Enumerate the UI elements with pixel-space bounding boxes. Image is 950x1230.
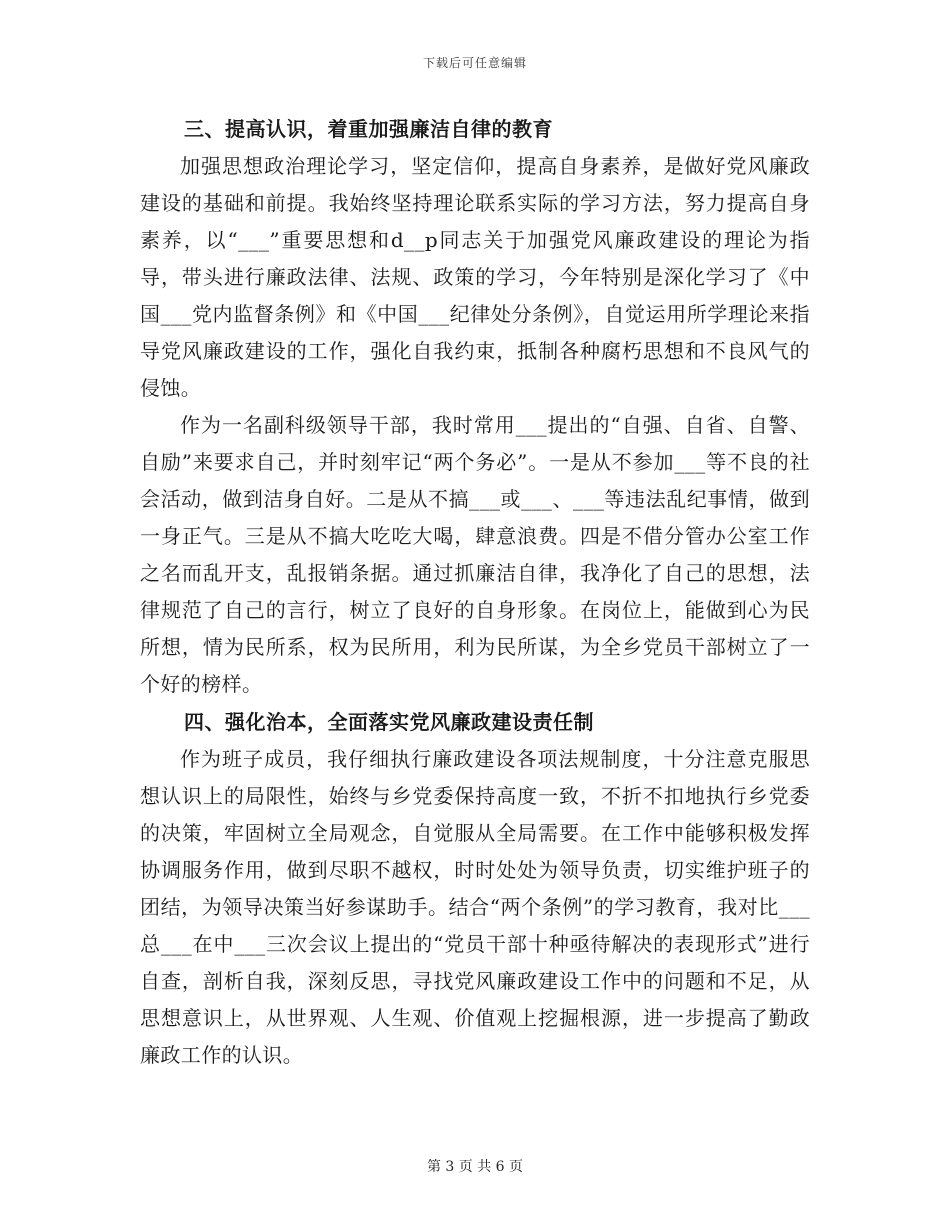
- paragraph: 作为班子成员，我仔细执行廉政建设各项法规制度，十分注意克服思想认识上的局限性，始终与乡党委保持高度一致，不折不扣地执行乡党委的决策，牢固树立全局观念，自觉服从全局需要。在工作中能够积极发挥协调服务作用，做到尽职不越权，时时处处为领导负责，切实维护班子的团结，为领导决策当好参谋助手。结合“两个条例”的学习教育，我对比___总___在中___三次会议上提出的“党员干部十种亟待解决的表现形式”进行自查，剖析自我，深刻反思，寻找党风廉政建设工作中的问题和不足，从思想意识上，从世界观、人生观、价值观上挖掘根源，进一步提高了勤政廉政工作的认识。: [140, 747, 810, 1067]
- section-heading-4: 四、强化治本，全面落实党风廉政建设责任制: [184, 710, 594, 734]
- document-body: [140, 110, 810, 1074]
- page-header-note: 下载后可任意编辑: [422, 56, 527, 70]
- page-number: 第 3 页 共 6 页: [426, 1159, 524, 1175]
- section-heading-3: 三、提高认识，着重加强廉洁自律的教育: [184, 117, 553, 141]
- paragraph: 作为一名副科级领导干部，我时常用___提出的“自强、自省、自警、自励”来要求自己，并时刻牢记“两个务必”。一是从不参加___等不良的社会活动，做到洁身自好。二是从不搞___或___、___等违法乱纪事情，做到一身正气。三是从不搞大吃吃大喝，肆意浪费。四是不借分管办公室工作之名而乱开支，乱报销条据。通过抓廉洁自律，我净化了自己的思想，法律规范了自己的言行，树立了良好的自身形象。在岗位上，能做到心为民所想，情为民所系，权为民所用，利为民所谋，为全乡党员干部树立了一个好的榜样。: [140, 413, 810, 696]
- paragraph: 加强思想政治理论学习，坚定信仰，提高自身素养，是做好党风廉政建设的基础和前提。我始终坚持理论联系实际的学习方法，努力提高自身素养，以“___”重要思想和d__p同志关于加强党风廉政建设的理论为指导，带头进行廉政法律、法规、政策的学习，今年特别是深化学习了《中国___党内监督条例》和《中国___纪律处分条例》，自觉运用所学理论来指导党风廉政建设的工作，强化自我约束，抵制各种腐朽思想和不良风气的侵蚀。: [140, 154, 810, 400]
